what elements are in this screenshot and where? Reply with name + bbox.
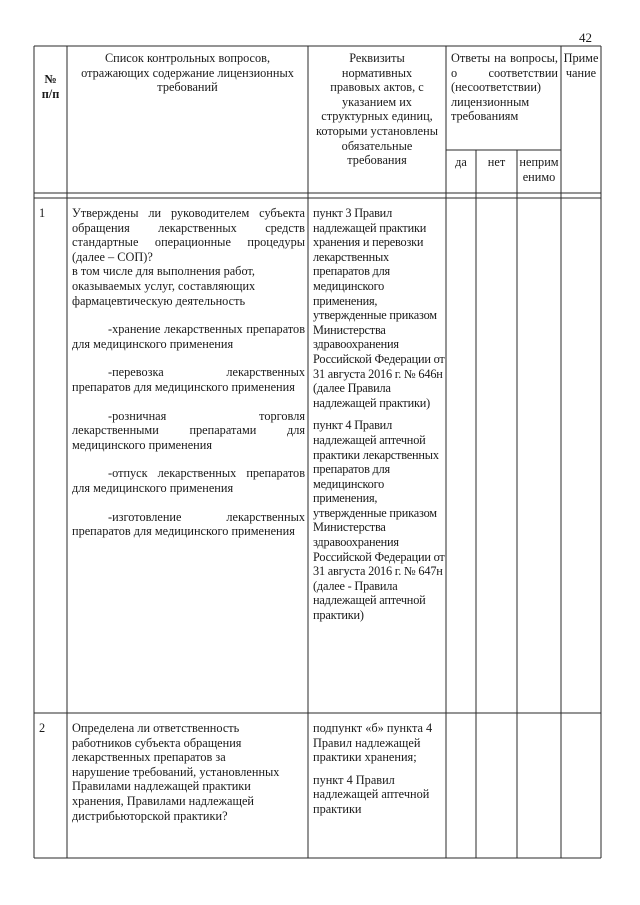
header-answers: Ответы на вопросы, о соответствии (несоответствии) лицензионным требованиям [451,51,558,124]
row-1-question-main: Утверждены ли руководителем субъекта обращения лекарственных средств стандартные операционные процедуры (далее – СОП)? [72,206,305,264]
row-1-question-scope: в том числе для выполнения работ, оказываемых услуг, составляющих фармацевтическую деятельность [72,264,256,308]
header-requisites: Реквизиты нормативных правовых актов, с указанием их структурных единиц, которыми установлены обязательные требования [316,51,438,168]
page-number: 42 [579,30,592,45]
row-2-requisites [313,721,443,817]
row-1-item-storage: -хранение лекарственных препаратов для медицинского применения [72,322,305,351]
row-1-item-transport: -перевозка лекарственных препаратов для медицинского применения [72,365,305,394]
row-1-number: 1 [39,206,46,220]
header-answer-no: нет [487,155,506,169]
row-2-question-main: Определена ли ответственность работников субъекта обращения лекарственных препаратов за нарушение требований, установленных Правилами надлежащей практики хранения, Правилами надлежащей дистрибьюторской практики? [72,721,280,823]
row-2-requisite-2: пункт 4 Правил надлежащей аптечной практики [313,772,430,816]
header-answer-yes: да [455,155,467,169]
row-1-requisites [313,206,445,623]
header-answer-na: неприм енимо [519,155,559,184]
row-1-question [72,206,305,539]
row-1-requisite-1: пункт 3 Правил надлежащей практики хранения и перевозки лекарственных препаратов для медицинского применения, утвержденные приказом Министерства здравоохранения Российской Федерации от 31 августа 2016 г. № 646н (далее Правила надлежащей практики) [313,206,445,410]
row-2-requisite-1: подпункт «б» пункта 4 Правил надлежащей практики хранения; [313,721,433,765]
row-2-number: 2 [39,721,46,735]
header-number: № п/п [41,72,60,101]
row-1-requisite-2: пункт 4 Правил надлежащей аптечной практики лекарственных препаратов для медицинского применения, утвержденные приказом Министерства здравоохранения Российской Федерации от 31 августа 2016 г. № 647н (далее - Правила надлежащей аптечной практики) [313,418,445,623]
row-2-question [72,721,284,823]
header-questions: Список контрольных вопросов, отражающих содержание лицензионных требований [81,51,294,95]
row-1-item-dispensing: -отпуск лекарственных препаратов для медицинского применения [72,466,305,495]
row-1-item-manufacturing: -изготовление лекарственных препаратов для медицинского применения [72,509,305,539]
header-notes: Приме чание [563,51,599,80]
row-1-item-retail: -розничная торговля лекарственными препаратами для медицинского применения [72,408,305,452]
